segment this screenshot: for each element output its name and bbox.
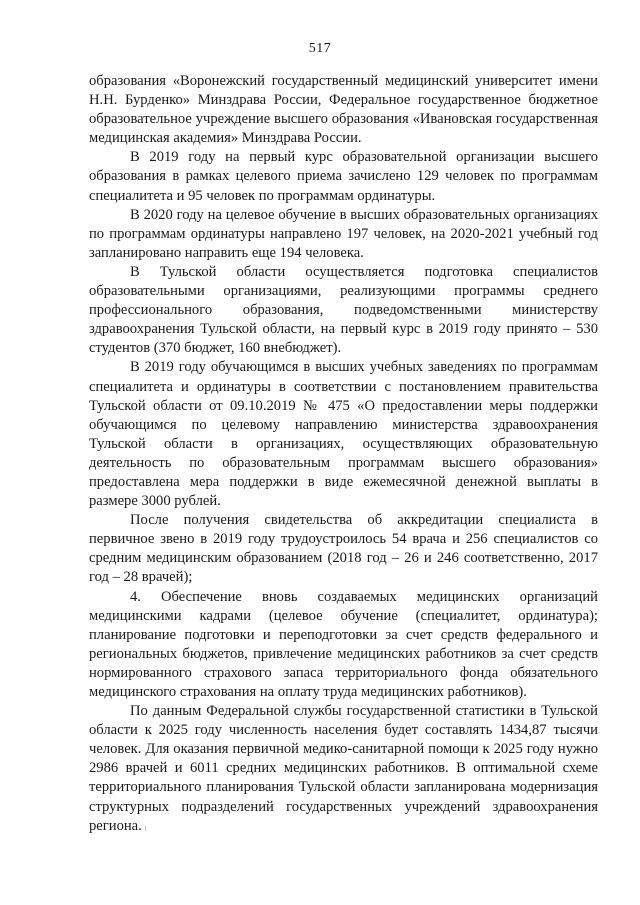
paragraph-universities: образования «Воронежский государственный медицинский университет имени Н.Н. Бурденко» Минздрава России, Федеральное государственное бюджетное образовательное учреждение высшего образования «Ивановская государственная медицинская академия» Минздрава России. xyxy=(89,73,598,147)
paragraph-support-measure: В 2019 году обучающимся в высших учебных заведениях по программам специалитета и ординатуры в соответствии с постановлением правительства Тульской области от 09.10.2019 № 475 «О предоставлении меры поддержки обучающимся по целевому направлению министерства здравоохранения Тульской области в организациях, осуществляющих образовательную деятельность по образовательным программам высшего образования» предоставлена мера поддержки в виде ежемесячной денежной выплаты в размере 3000 рублей. xyxy=(89,359,598,510)
scan-artifact xyxy=(145,826,146,831)
paragraph-employment: После получения свидетельства об аккредитации специалиста в первичное звено в 2019 году трудоустроилось 54 врача и 256 специалистов со средним медицинским образованием (2018 год – 26 и 246 соответственно, 2017 год – 28 врачей); xyxy=(89,512,598,586)
paragraph-residency-2020: В 2020 году на целевое обучение в высших образовательных организациях по программам ординатуры направлено 197 человек, на 2020-2021 учебный год запланировано направить еще 194 человека. xyxy=(89,206,598,261)
paragraph-targeted-admission-2019: В 2019 году на первый курс образовательной организации высшего образования в рамках целевого приема зачислено 129 человек по программам специалитета и 95 человек по программам ординатуры. xyxy=(89,149,598,204)
document-body xyxy=(89,72,598,836)
paragraph-population-forecast: По данным Федеральной службы государственной статистики в Тульской области к 2025 году численность населения будет составлять 1434,87 тысячи человек. Для оказания первичной медико-санитарной помощи к 2025 году нужно 2986 врачей и 6011 средних медицинских работников. В оптимальной схеме территориального планирования Тульской области запланирована модернизация структурных подразделений государственных учреждений здравоохранения региона. xyxy=(89,703,598,834)
paragraph-secondary-education: В Тульской области осуществляется подготовка специалистов образовательными организациями, реализующими программы среднего профессионального образования, подведомственными министерству здравоохранения Тульской области, на первый курс в 2019 году принято – 530 студентов (370 бюджет, 160 внебюджет). xyxy=(89,263,598,357)
paragraph-staffing-new-organizations: 4. Обеспечение вновь создаваемых медицинских организаций медицинскими кадрами (целевое обучение (специалитет, ординатура); планирование подготовки и переподготовки за счет средств федерального и региональных бюджетов, привлечение медицинских работников за счет средств нормированного страхового запаса территориального фонда обязательного медицинского страхования на оплату труда медицинских работников). xyxy=(89,588,598,700)
page-number: 517 xyxy=(308,41,332,56)
